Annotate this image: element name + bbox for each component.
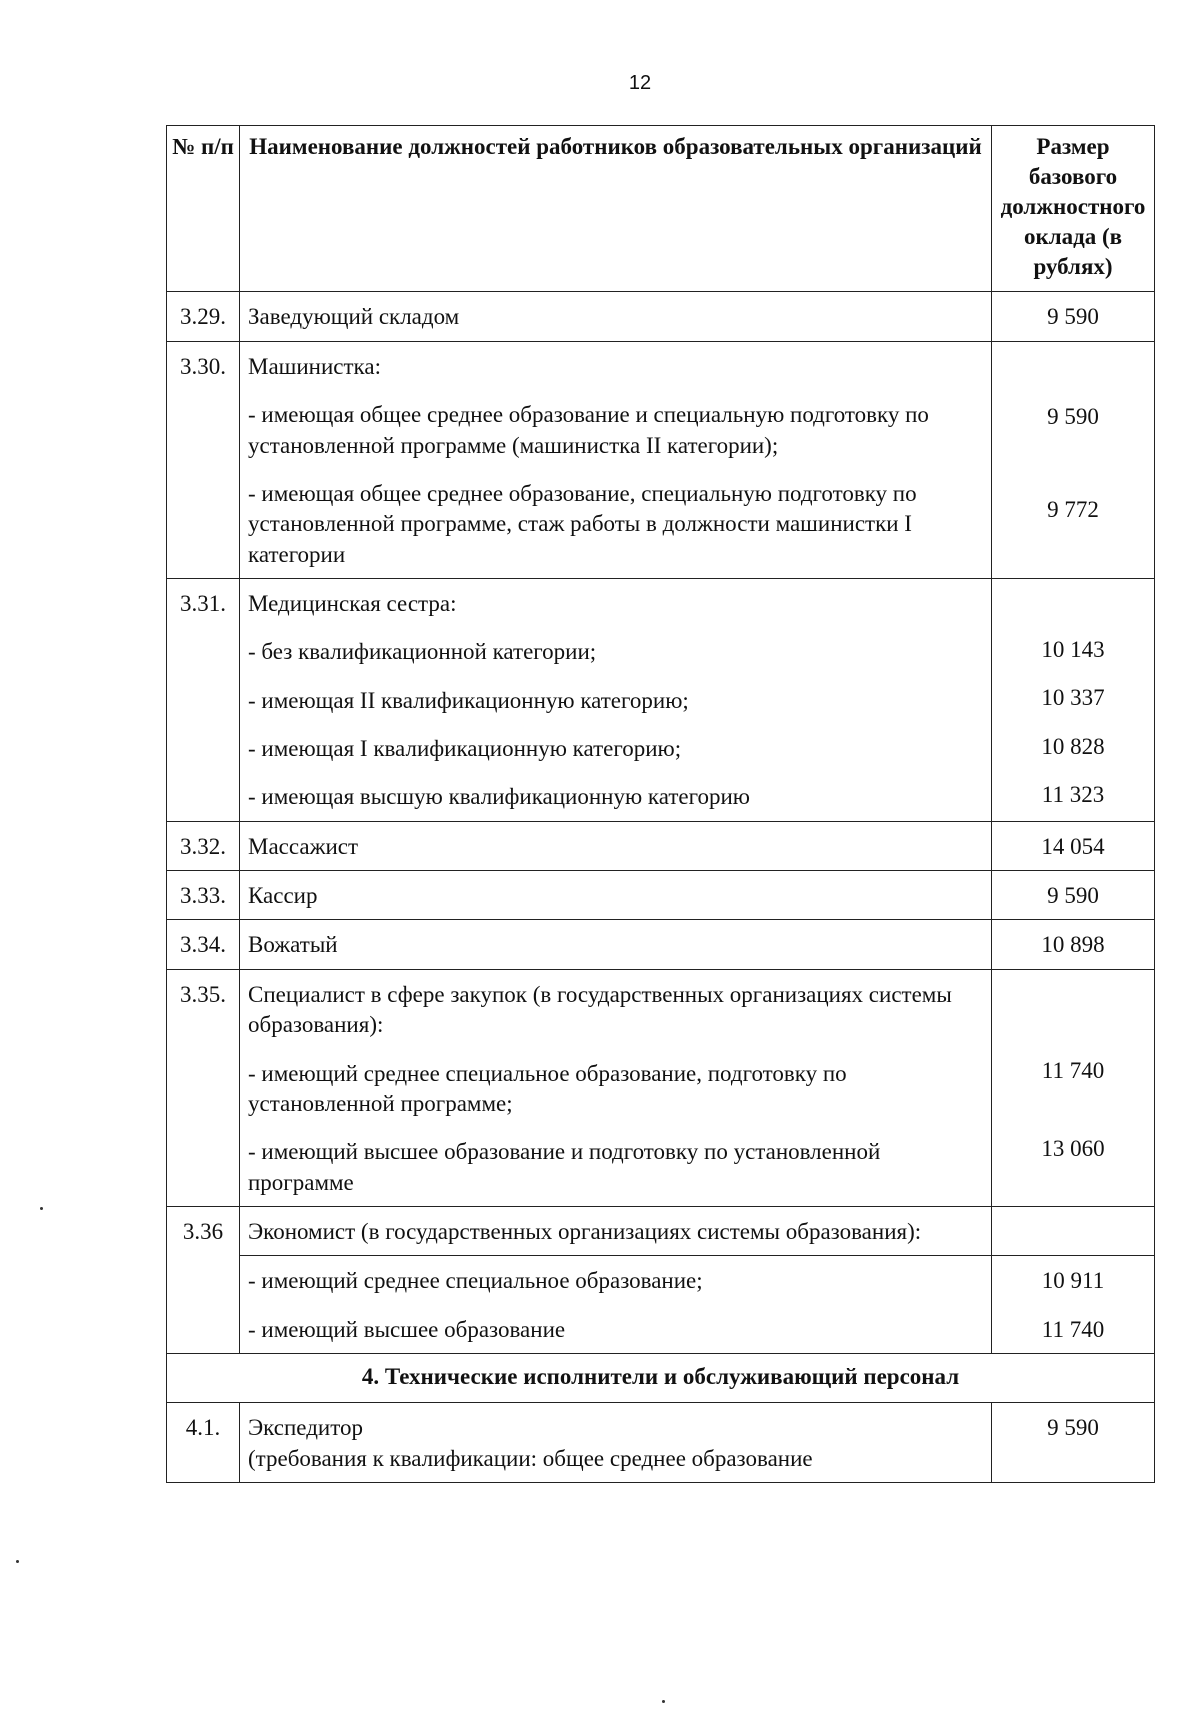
row-number: 3.31. xyxy=(167,578,240,821)
salary-value: 10 828 xyxy=(1041,733,1105,759)
salary-value: 13 060 xyxy=(1041,1136,1105,1162)
scan-speck xyxy=(40,1207,43,1210)
salary-value: 9 590 xyxy=(992,292,1155,341)
table-row xyxy=(167,920,1155,969)
salary-value: 10 911 xyxy=(1041,1268,1105,1294)
row-number: 3.33. xyxy=(167,871,240,920)
salary-value: 9 590 xyxy=(1047,403,1099,429)
row-number: 3.36 xyxy=(167,1207,240,1354)
table-row xyxy=(167,1256,1155,1354)
table-row xyxy=(167,821,1155,870)
salary-value: 10 337 xyxy=(1041,685,1105,711)
section-row xyxy=(167,1354,1155,1403)
position-subitem: - имеющая общее среднее образование, специальную подготовку по установленной программе, стаж работы в должности машинистки I категории xyxy=(248,480,917,567)
salary-value: 9 590 xyxy=(992,871,1155,920)
salary-value: 11 740 xyxy=(1041,1057,1105,1083)
position-name: Машинистка: xyxy=(248,353,381,379)
salary-cell xyxy=(992,969,1155,1206)
position-subitem: - имеющая высшую квалификационную категорию xyxy=(248,784,750,810)
row-number: 3.34. xyxy=(167,920,240,969)
position-name: Специалист в сфере закупок (в государственных организациях системы образования): xyxy=(248,981,952,1038)
salary-cell-empty xyxy=(992,1207,1155,1256)
position-subitem: - имеющий среднее специальное образование; xyxy=(248,1268,703,1294)
position-name: Экономист (в государственных организациях системы образования): xyxy=(240,1207,992,1256)
table-row xyxy=(167,1207,1155,1256)
position-subitem: - без квалификационной категории; xyxy=(248,639,597,665)
position-name: Массажист xyxy=(240,821,992,870)
salary-value: 10 898 xyxy=(992,920,1155,969)
position-name: Экспедитор xyxy=(248,1415,363,1441)
table-row xyxy=(167,578,1155,821)
salary-value: 10 143 xyxy=(1041,636,1105,662)
position-name: Вожатый xyxy=(240,920,992,969)
position-name: Медицинская сестра: xyxy=(248,590,457,616)
header-num: № п/п xyxy=(167,126,240,292)
salary-cell xyxy=(992,341,1155,578)
row-number: 4.1. xyxy=(167,1403,240,1483)
table-row xyxy=(167,341,1155,578)
position-name: Кассир xyxy=(240,871,992,920)
position-subitem: - имеющая I квалификационную категорию; xyxy=(248,736,682,762)
table-row xyxy=(167,871,1155,920)
salary-value: 9 590 xyxy=(992,1403,1155,1483)
salary-value: 11 323 xyxy=(1041,782,1105,808)
row-number: 3.32. xyxy=(167,821,240,870)
table-row xyxy=(167,969,1155,1206)
row-number: 3.35. xyxy=(167,969,240,1206)
position-cell xyxy=(240,341,992,578)
position-note: (требования к квалификации: общее среднее образование xyxy=(248,1445,813,1471)
header-position-name: Наименование должностей работников образовательных организаций xyxy=(240,126,992,292)
table-row xyxy=(167,1403,1155,1483)
position-subitem: - имеющий высшее образование xyxy=(248,1316,566,1342)
row-number: 3.30. xyxy=(167,341,240,578)
position-subitem: - имеющая II квалификационную категорию; xyxy=(248,687,689,713)
position-subitem: - имеющий среднее специальное образование, подготовку по установленной программе; xyxy=(248,1060,847,1116)
position-name: Заведующий складом xyxy=(240,292,992,341)
salary-cell xyxy=(992,578,1155,821)
salary-table xyxy=(166,125,1155,1483)
scan-speck xyxy=(16,1560,19,1563)
row-number: 3.29. xyxy=(167,292,240,341)
section-title: 4. Технические исполнители и обслуживающий персонал xyxy=(167,1354,1155,1403)
position-cell xyxy=(240,578,992,821)
salary-cell xyxy=(992,1256,1155,1354)
salary-value: 14 054 xyxy=(992,821,1155,870)
scan-speck xyxy=(662,1700,665,1703)
table-header-row xyxy=(167,126,1155,292)
header-salary: Размер базового должностного оклада (в рублях) xyxy=(992,126,1155,292)
position-subitem: - имеющая общее среднее образование и специальную подготовку по установленной программе (машинистка II категории); xyxy=(248,402,929,458)
position-cell xyxy=(240,1256,992,1354)
salary-value: 11 740 xyxy=(1041,1316,1105,1342)
salary-value: 9 772 xyxy=(1047,497,1099,523)
position-subitem: - имеющий высшее образование и подготовку по установленной программе xyxy=(248,1139,881,1195)
position-cell xyxy=(240,969,992,1206)
table-row xyxy=(167,292,1155,341)
page-number: 12 xyxy=(628,72,652,94)
position-cell xyxy=(240,1403,992,1483)
